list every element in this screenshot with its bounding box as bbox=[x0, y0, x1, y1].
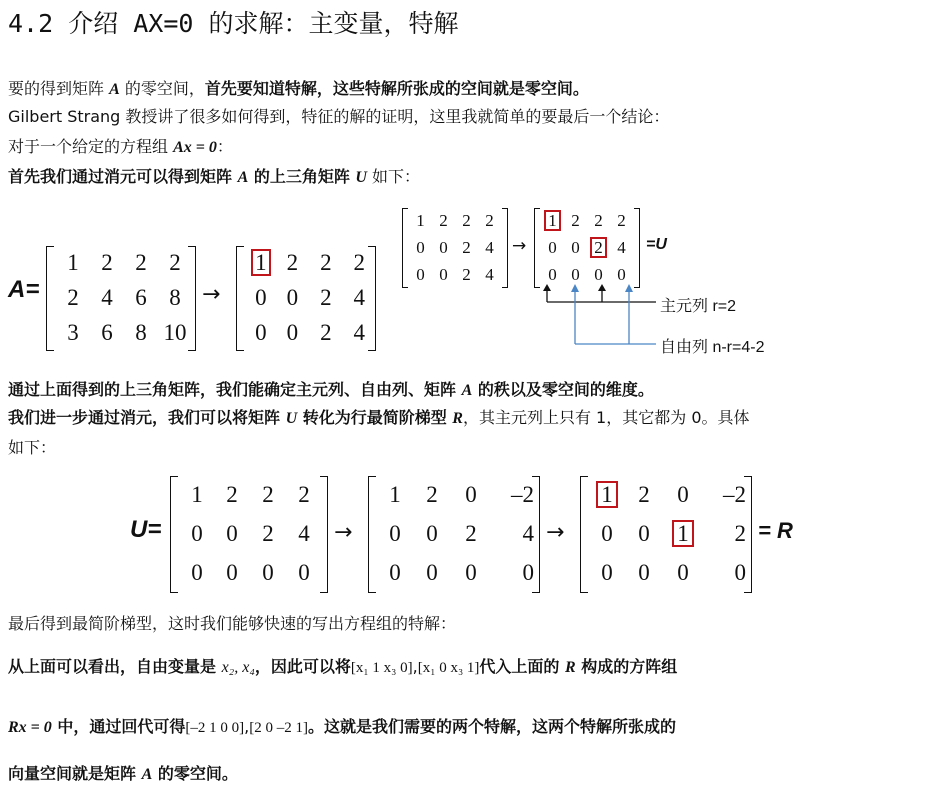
cell: 6 bbox=[101, 319, 113, 345]
eq1-lhs: A= bbox=[8, 276, 40, 303]
pivot-arrow-3 bbox=[598, 284, 606, 302]
matrix-U1-table bbox=[246, 246, 376, 350]
paragraph-5 bbox=[8, 377, 654, 400]
vector-3: [–2 1 0 0] bbox=[185, 720, 245, 736]
math-eq: Ax = 0 bbox=[173, 139, 217, 156]
cell bbox=[541, 208, 564, 234]
matrix-U bbox=[534, 208, 640, 288]
cell: 8 bbox=[169, 284, 181, 310]
text: 向量空间就是矩阵 bbox=[8, 764, 142, 783]
cell: 1 bbox=[67, 250, 79, 275]
text: ，因此可以将 bbox=[254, 657, 351, 676]
cell: 2 bbox=[298, 482, 310, 507]
cell: 2 bbox=[286, 250, 299, 275]
cell: 4 bbox=[485, 237, 494, 257]
pivot-highlight: 1 bbox=[597, 482, 617, 507]
cell: 6 bbox=[135, 284, 147, 310]
cell: 1 bbox=[389, 482, 401, 507]
cell: 2 bbox=[262, 482, 274, 507]
cell: 2 bbox=[462, 211, 471, 230]
cell: 10 bbox=[163, 319, 187, 345]
cell: 2 bbox=[426, 482, 438, 507]
cell: 2 bbox=[169, 250, 181, 275]
cell: 2 bbox=[262, 520, 274, 546]
math-vars: x₂, x₄ bbox=[221, 659, 255, 676]
cell: 2 bbox=[320, 319, 332, 345]
cell: 2 bbox=[462, 264, 471, 284]
text: 的上三角矩阵 bbox=[248, 167, 356, 186]
bracket-left bbox=[402, 208, 408, 288]
bracket-right bbox=[188, 246, 196, 351]
text-bold: 首先要知道特解，这些特解所张成的空间就是零空间。 bbox=[204, 79, 589, 98]
text: 的秩以及零空间的维度。 bbox=[472, 380, 654, 399]
cell: 4 bbox=[522, 520, 534, 546]
cell: 0 bbox=[548, 237, 557, 257]
cell: 2 bbox=[320, 284, 332, 310]
cell: 0 bbox=[255, 319, 267, 345]
vector-1: [x₁ 1 x₃ 0] bbox=[350, 660, 413, 676]
text: 的零空间。 bbox=[152, 764, 238, 783]
cell: 0 bbox=[286, 284, 299, 310]
cell: 2 bbox=[135, 250, 147, 275]
bracket-right bbox=[320, 476, 328, 593]
pivot-arrow-1 bbox=[543, 284, 551, 302]
free-arrow-2 bbox=[571, 284, 579, 344]
cell: 0 bbox=[571, 237, 580, 257]
cell bbox=[590, 476, 624, 514]
cell: 0 bbox=[617, 264, 626, 284]
cell: 2 bbox=[439, 211, 448, 230]
cell: 0 bbox=[426, 559, 438, 585]
matrix-U-table bbox=[541, 208, 633, 288]
bracket-right bbox=[532, 476, 540, 593]
cell: 0 bbox=[191, 520, 203, 546]
cell: 4 bbox=[353, 319, 366, 345]
text-bold: 转化为行最简阶梯型 bbox=[297, 408, 453, 427]
arrow-icon: → bbox=[334, 520, 353, 545]
paragraph-6 bbox=[8, 405, 750, 428]
cell: 0 bbox=[439, 264, 448, 284]
math-var: A bbox=[141, 766, 153, 783]
paragraph-7: 最后得到最简阶梯型，这时我们能够快速的写出方程组的特解： bbox=[8, 614, 457, 633]
pivot-highlight: 1 bbox=[673, 521, 693, 546]
cell: 2 bbox=[734, 520, 746, 546]
bracket-left bbox=[236, 246, 244, 351]
text: 通过上面得到的上三角矩阵，我们能确定主元列、自由列、矩阵 bbox=[8, 380, 462, 399]
paragraph-10 bbox=[8, 761, 238, 784]
text: 的零空间， bbox=[119, 79, 205, 98]
text: 要的得到矩阵 bbox=[8, 79, 110, 98]
separator: , bbox=[412, 657, 418, 676]
text: 构成的方阵组 bbox=[575, 657, 678, 676]
text: ，其主元列上只有 1，其它都为 0。具体 bbox=[462, 408, 750, 427]
math-var: U bbox=[285, 410, 298, 427]
bracket-right bbox=[502, 208, 508, 288]
cell: 2 bbox=[226, 482, 238, 507]
matrix-A-table bbox=[56, 246, 192, 350]
matrix-R bbox=[580, 476, 752, 593]
cell: 0 bbox=[426, 520, 438, 546]
paragraph-1 bbox=[8, 76, 589, 99]
cell: 0 bbox=[548, 264, 557, 284]
arrow-icon: → bbox=[202, 282, 221, 307]
column-arrows bbox=[530, 282, 670, 352]
cell: 0 bbox=[416, 237, 425, 257]
cell: 0 bbox=[226, 559, 238, 585]
cell: 2 bbox=[465, 520, 477, 546]
free-arrow-4 bbox=[625, 284, 633, 344]
page-title: 4.2 介绍 AX=0 的求解：主变量，特解 bbox=[8, 9, 459, 38]
paragraph-2: Gilbert Strang 教授讲了很多如何得到，特征的解的证明，这里我就简单的要最后一个结论： bbox=[8, 107, 670, 126]
text: 对于一个给定的方程组 bbox=[8, 137, 174, 156]
math-eq: Rx = 0 bbox=[8, 719, 52, 736]
text: 从上面可以看出，自由变量是 bbox=[8, 657, 222, 676]
eq3-lhs: U= bbox=[130, 516, 162, 543]
math-var: U bbox=[355, 169, 367, 186]
cell: 0 bbox=[677, 482, 689, 507]
cell: 0 bbox=[226, 520, 238, 546]
bracket-left bbox=[46, 246, 54, 351]
cell: 1 bbox=[191, 482, 203, 507]
cell: 3 bbox=[67, 319, 79, 345]
cell: 0 bbox=[298, 559, 310, 585]
cell: 0 bbox=[638, 559, 650, 585]
math-var: A bbox=[461, 382, 473, 399]
cell: 0 bbox=[601, 559, 613, 585]
text: 中，通过回代可得 bbox=[51, 717, 186, 736]
vector-4: [2 0 –2 1] bbox=[249, 720, 308, 736]
cell: 2 bbox=[485, 211, 494, 230]
bracket-left bbox=[368, 476, 376, 593]
pivot-highlight: 1 bbox=[545, 211, 560, 230]
arrow-icon: → bbox=[546, 520, 565, 545]
cell bbox=[246, 246, 276, 280]
pivot-highlight: 1 bbox=[252, 250, 270, 275]
cell: 2 bbox=[67, 284, 79, 310]
text: 代入上面的 bbox=[479, 657, 565, 676]
bracket-right bbox=[368, 246, 376, 351]
math-var: R bbox=[452, 410, 463, 427]
text: ： bbox=[216, 137, 233, 156]
bracket-left bbox=[170, 476, 178, 593]
bracket-right bbox=[634, 208, 640, 288]
text-bold: 我们进一步通过消元，我们可以将矩阵 bbox=[8, 408, 286, 427]
cell: 4 bbox=[101, 284, 113, 310]
matrix-M2 bbox=[368, 476, 540, 593]
matrix-U-2-table bbox=[180, 476, 322, 592]
cell: 8 bbox=[135, 319, 147, 345]
paragraph-3 bbox=[8, 134, 233, 157]
cell bbox=[587, 234, 610, 261]
cell: 0 bbox=[465, 559, 477, 585]
paragraph-4 bbox=[8, 164, 420, 187]
cell: 0 bbox=[389, 559, 401, 585]
cell: 2 bbox=[353, 250, 366, 275]
text: 。这就是我们需要的两个特解，这两个特解所张成的 bbox=[307, 717, 676, 736]
cell: 0 bbox=[286, 319, 299, 345]
bracket-left bbox=[534, 208, 540, 288]
paragraph-9 bbox=[8, 714, 676, 737]
free-columns-label: 自由列 n-r=4-2 bbox=[660, 339, 765, 356]
cell: 4 bbox=[617, 237, 626, 257]
cell: 0 bbox=[522, 559, 534, 585]
paragraph-6b: 如下： bbox=[8, 438, 57, 457]
separator: , bbox=[244, 717, 250, 736]
arrow-icon: → bbox=[512, 236, 527, 256]
cell: 0 bbox=[439, 237, 448, 257]
cell: 4 bbox=[353, 284, 366, 310]
vector-2: [x₁ 0 x₃ 1] bbox=[417, 660, 480, 676]
pivot-columns-label: 主元列 r=2 bbox=[660, 298, 737, 315]
matrix-M1-table bbox=[409, 208, 501, 288]
cell: 0 bbox=[601, 520, 613, 546]
paragraph-8 bbox=[8, 654, 677, 677]
text: 如下： bbox=[366, 167, 421, 186]
matrix-U-2 bbox=[170, 476, 328, 593]
math-var: R bbox=[565, 659, 576, 676]
cell: 0 bbox=[262, 559, 274, 585]
math-var: A bbox=[237, 169, 249, 186]
cell: 0 bbox=[638, 520, 650, 546]
bracket-right bbox=[744, 476, 752, 593]
cell: 2 bbox=[462, 237, 471, 257]
cell: 0 bbox=[389, 520, 401, 546]
bracket-left bbox=[580, 476, 588, 593]
cell: –2 bbox=[511, 482, 534, 507]
cell: 0 bbox=[571, 264, 580, 284]
cell: 4 bbox=[298, 520, 310, 546]
cell: 4 bbox=[485, 264, 494, 284]
cell: 0 bbox=[255, 284, 267, 310]
cell: 2 bbox=[617, 211, 626, 230]
cell: 0 bbox=[734, 559, 746, 585]
cell: 2 bbox=[594, 211, 603, 230]
matrix-U1 bbox=[236, 246, 376, 351]
cell: 2 bbox=[101, 250, 113, 275]
text: 首先我们通过消元可以得到矩阵 bbox=[8, 167, 238, 186]
eq3-rhs: = R bbox=[758, 518, 793, 543]
matrix-M2-table bbox=[378, 476, 538, 592]
cell: 0 bbox=[416, 264, 425, 284]
cell: 0 bbox=[594, 264, 603, 284]
cell: –2 bbox=[723, 482, 746, 507]
cell: 1 bbox=[416, 211, 425, 230]
cell: 0 bbox=[191, 559, 203, 585]
eq2-rhs: =U bbox=[646, 236, 667, 253]
cell: 2 bbox=[571, 211, 580, 230]
cell: 2 bbox=[320, 250, 332, 275]
math-var: A bbox=[109, 81, 120, 98]
cell: 0 bbox=[677, 559, 689, 585]
cell: 0 bbox=[465, 482, 477, 507]
matrix-R-table bbox=[590, 476, 750, 592]
matrix-A bbox=[46, 246, 196, 351]
cell: 2 bbox=[638, 482, 650, 507]
pivot-highlight: 2 bbox=[591, 238, 606, 257]
matrix-M1 bbox=[402, 208, 508, 288]
cell bbox=[664, 514, 702, 553]
